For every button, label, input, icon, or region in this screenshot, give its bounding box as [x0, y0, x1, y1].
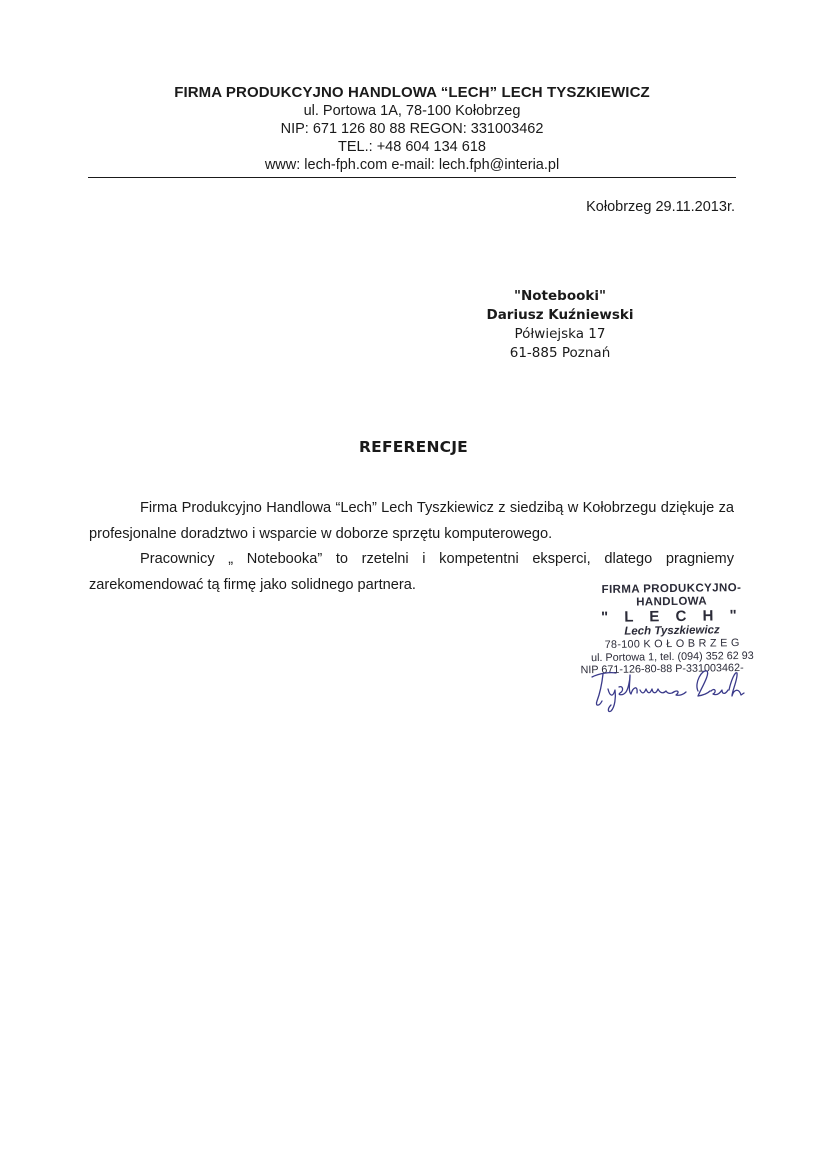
recipient-street: Półwiejska 17 [514, 326, 606, 342]
stamp-city: 78-100 K O Ł O B R Z E G [604, 637, 740, 651]
stamp-address: ul. Portowa 1, tel. (094) 352 62 93 [590, 649, 754, 665]
letterhead-address: ul. Portowa 1A, 78-100 Kołobrzeg [303, 103, 521, 119]
letterhead-ids: NIP: 671 126 80 88 REGON: 331003462 [280, 121, 544, 137]
recipient-city: 61-885 Poznań [509, 345, 611, 361]
recipient-person: Dariusz Kuźniewski [486, 307, 634, 323]
document-title: REFERENCJE [359, 438, 468, 456]
letterhead [88, 83, 736, 174]
handwritten-signature [586, 663, 746, 713]
recipient-name: "Notebooki" [513, 288, 607, 304]
body-paragraph-2-line-2: zarekomendować tą firmę jako solidnego partnera. [89, 576, 416, 593]
stamp-brand: " L E C H " [600, 607, 743, 626]
stamp-ids: NIP 671-126-80-88 P-331003462- [580, 662, 744, 677]
body-paragraph-2-line-1: Pracownicy „ Notebooka” to rzetelni i kompetentni eksperci, dlatego pragniemy [140, 551, 734, 567]
recipient-block [470, 287, 650, 363]
stamp-company: FIRMA PRODUKCYJNO-HANDLOWA [601, 582, 742, 609]
place-date: Kołobrzeg 29.11.2013r. [586, 199, 735, 215]
letterhead-web: www: lech-fph.com e-mail: lech.fph@interia.pl [264, 157, 560, 173]
letterhead-divider [88, 177, 736, 178]
stamp-owner: Lech Tyszkiewicz [624, 624, 720, 638]
body-paragraph-1: Firma Produkcyjno Handlowa “Lech” Lech Tyszkiewicz z siedzibą w Kołobrzegu dziękuje za profesjonalne doradztwo i wsparcie w doborze sprzętu komputerowego. [89, 500, 734, 542]
letterhead-phone: TEL.: +48 604 134 618 [338, 139, 486, 155]
letterhead-company: FIRMA PRODUKCYJNO HANDLOWA “LECH” LECH TYSZKIEWICZ [174, 84, 650, 101]
